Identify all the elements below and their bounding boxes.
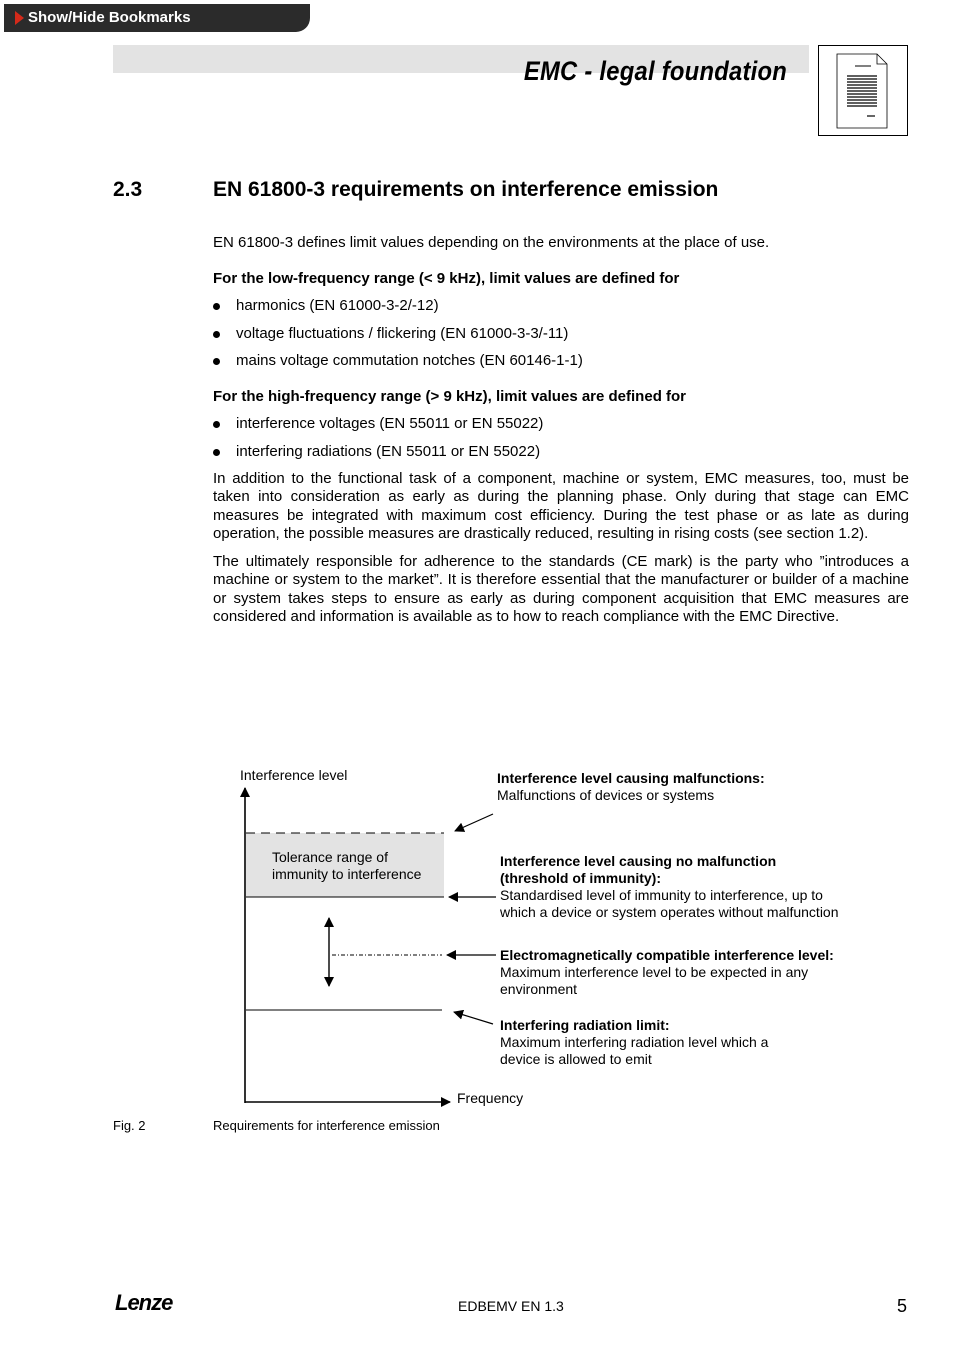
annotation-immunity-threshold: Interference level causing no malfunction (threshold of immunity): Standardised level of immunity to interference, up to which a device or system operates without malfunction: [500, 853, 839, 920]
page-number: 5: [897, 1296, 908, 1316]
annotation-malfunction: Interference level causing malfunctions: Malfunctions of devices or systems: [497, 770, 765, 803]
page-title: EMC - legal foundation: [523, 56, 787, 86]
body-paragraph: The ultimately responsible for adherence to the standards (CE mark) is the party who ”introduces a machine or system to the market”. It is therefore essential that the manufacturer or builder of a machine or system takes steps to ensure as early as during component acquisition that EMC measures are considered and information is available as to how to reach compliance with the EMC Directive.: [213, 553, 909, 626]
intro-text: EN 61800-3 defines limit values depending on the environments at the place of use.: [213, 234, 770, 251]
document-code: EDBEMV EN 1.3: [458, 1298, 564, 1314]
bookmarks-label: Show/Hide Bookmarks: [28, 9, 191, 26]
low-frequency-heading: For the low-frequency range (< 9 kHz), limit values are defined for: [213, 270, 680, 287]
figure-caption-label: Fig. 2: [113, 1118, 146, 1133]
y-axis-label: Interference level: [240, 767, 348, 783]
annotation-radiation-limit: Interfering radiation limit: Maximum interfering radiation level which a device is allowed to emit: [500, 1017, 769, 1067]
pointer-arrow: [455, 814, 493, 831]
body-paragraph: In addition to the functional task of a component, machine or system, EMC measures, too, must be taken into consideration as early as during the planning phase. Only during that stage can EMC measures be integrated with maximum cost efficiency. During the test phase or as late as during operation, the possible measures are drastically reduced, resulting in rising costs (see section 1.2).: [213, 470, 909, 543]
annotation-compatibility-level: Electromagnetically compatible interference level: Maximum interference level to be expected in any environment: [500, 947, 834, 997]
tolerance-label: Tolerance range of immunity to interference: [272, 849, 422, 882]
figure-caption-text: Requirements for interference emission: [213, 1118, 440, 1133]
x-axis-label: Frequency: [457, 1090, 524, 1106]
lenze-logo: Lenze: [115, 1290, 173, 1315]
section-title: EN 61800-3 requirements on interference emission: [213, 178, 719, 201]
high-frequency-heading: For the high-frequency range (> 9 kHz), limit values are defined for: [213, 388, 687, 405]
pointer-arrow: [454, 1012, 493, 1024]
section-number: 2.3: [113, 178, 143, 201]
